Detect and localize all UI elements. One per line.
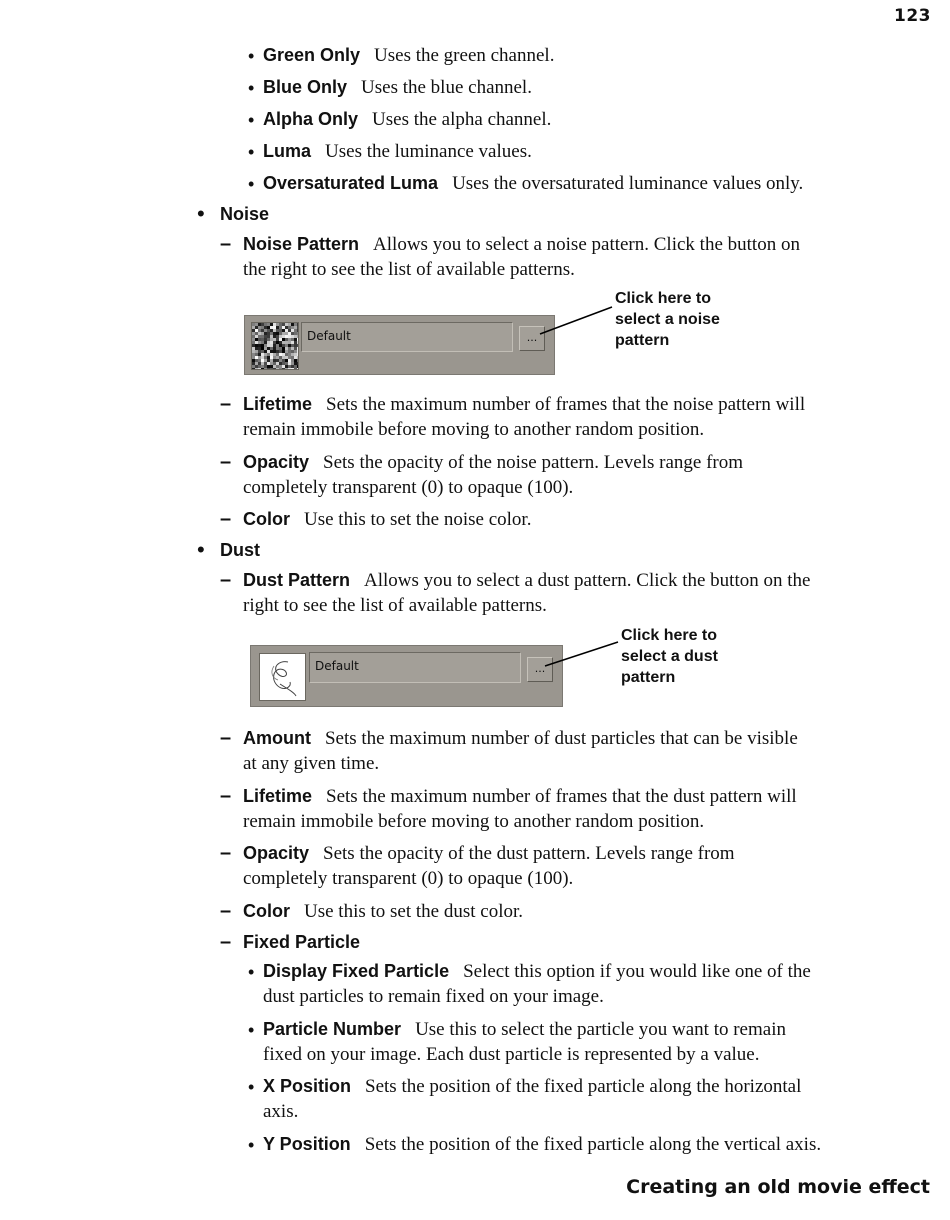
list-item: Oversaturated Luma Uses the oversaturated luminance values only. [263,173,804,194]
bullet-icon: • [248,962,255,982]
dust-amount-item: Amount Sets the maximum number of dust particles that can be visible [243,728,798,749]
list-item: Blue Only Uses the blue channel. [263,77,532,98]
bullet-icon: • [248,110,255,130]
dash-icon: – [220,233,232,255]
noise-pattern-item-cont: the right to see the list of available patterns. [243,259,575,280]
list-item: Alpha Only Uses the alpha channel. [263,109,552,130]
dust-callout: Click here to select a dust pattern [621,627,718,686]
noise-opacity-item: Opacity Sets the opacity of the noise pattern. Levels range from [243,452,744,473]
noise-opacity-item-cont: completely transparent (0) to opaque (100). [243,477,574,498]
noise-callout: Click here to select a noise pattern [615,290,720,349]
bullet-icon: • [248,46,255,66]
noise-color-item: Color Use this to set the noise color. [243,509,532,530]
particle-number-item: Particle Number Use this to select the particle you want to remain [263,1019,786,1040]
dust-squiggle-icon [260,654,305,700]
dash-icon: – [220,785,232,807]
dust-color-item: Color Use this to set the dust color. [243,901,524,922]
x-position-item: X Position Sets the position of the fixed particle along the horizontal [263,1076,802,1097]
bullet-icon: • [248,78,255,98]
noise-pattern-thumbnail [251,322,299,370]
bullet-icon: • [197,537,205,562]
particle-number-item-cont: fixed on your image. Each dust particle is represented by a value. [263,1044,760,1065]
list-item: Green Only Uses the green channel. [263,45,555,66]
noise-lifetime-item: Lifetime Sets the maximum number of frames that the noise pattern will [243,394,806,415]
running-footer: Creating an old movie effect [626,1176,930,1198]
dash-icon: – [220,900,232,922]
bullet-icon: • [248,1077,255,1097]
y-position-item: Y Position Sets the position of the fixed particle along the vertical axis. [263,1134,822,1155]
noise-pattern-item: Noise Pattern Allows you to select a noise pattern. Click the button on [243,234,800,255]
list-item: Luma Uses the luminance values. [263,141,532,162]
dash-icon: – [220,451,232,473]
noise-texture-icon [252,323,298,369]
dash-icon: – [220,842,232,864]
dust-pattern-field: Default [309,652,521,683]
dash-icon: – [220,727,232,749]
bullet-icon: • [197,201,205,226]
dust-pattern-item-cont: right to see the list of available patterns. [243,595,547,616]
fixed-particle-heading: Fixed Particle [243,932,361,952]
bullet-icon: • [248,174,255,194]
noise-pattern-field: Default [301,322,513,352]
dash-icon: – [220,393,232,415]
dust-pattern-widget [250,645,563,707]
dust-pattern-item: Dust Pattern Allows you to select a dust pattern. Click the button on the [243,570,811,591]
dust-pattern-thumbnail [259,653,306,701]
display-fixed-particle-item-cont: dust particles to remain fixed on your image. [263,986,604,1007]
section-heading-noise: Noise [220,204,270,224]
bullet-icon: • [248,1020,255,1040]
dust-opacity-item: Opacity Sets the opacity of the dust pattern. Levels range from [243,843,735,864]
callout-leader-line [545,640,620,670]
dash-icon: – [220,931,232,953]
noise-pattern-widget [244,315,555,375]
dash-icon: – [220,508,232,530]
dust-amount-item-cont: at any given time. [243,753,380,774]
dash-icon: – [220,569,232,591]
x-position-item-cont: axis. [263,1101,299,1122]
callout-leader-line [540,305,615,340]
bullet-icon: • [248,1135,255,1155]
noise-pattern-browse-button[interactable]: ... [519,326,545,351]
display-fixed-particle-item: Display Fixed Particle Select this option if you would like one of the [263,961,811,982]
noise-lifetime-item-cont: remain immobile before moving to another random position. [243,419,705,440]
dust-lifetime-item: Lifetime Sets the maximum number of frames that the dust pattern will [243,786,797,807]
page-number: 123 [894,6,931,26]
section-heading-dust: Dust [220,540,260,560]
dust-opacity-item-cont: completely transparent (0) to opaque (100). [243,868,574,889]
bullet-icon: • [248,142,255,162]
dust-lifetime-item-cont: remain immobile before moving to another random position. [243,811,705,832]
dust-pattern-browse-button[interactable]: ... [527,657,553,682]
